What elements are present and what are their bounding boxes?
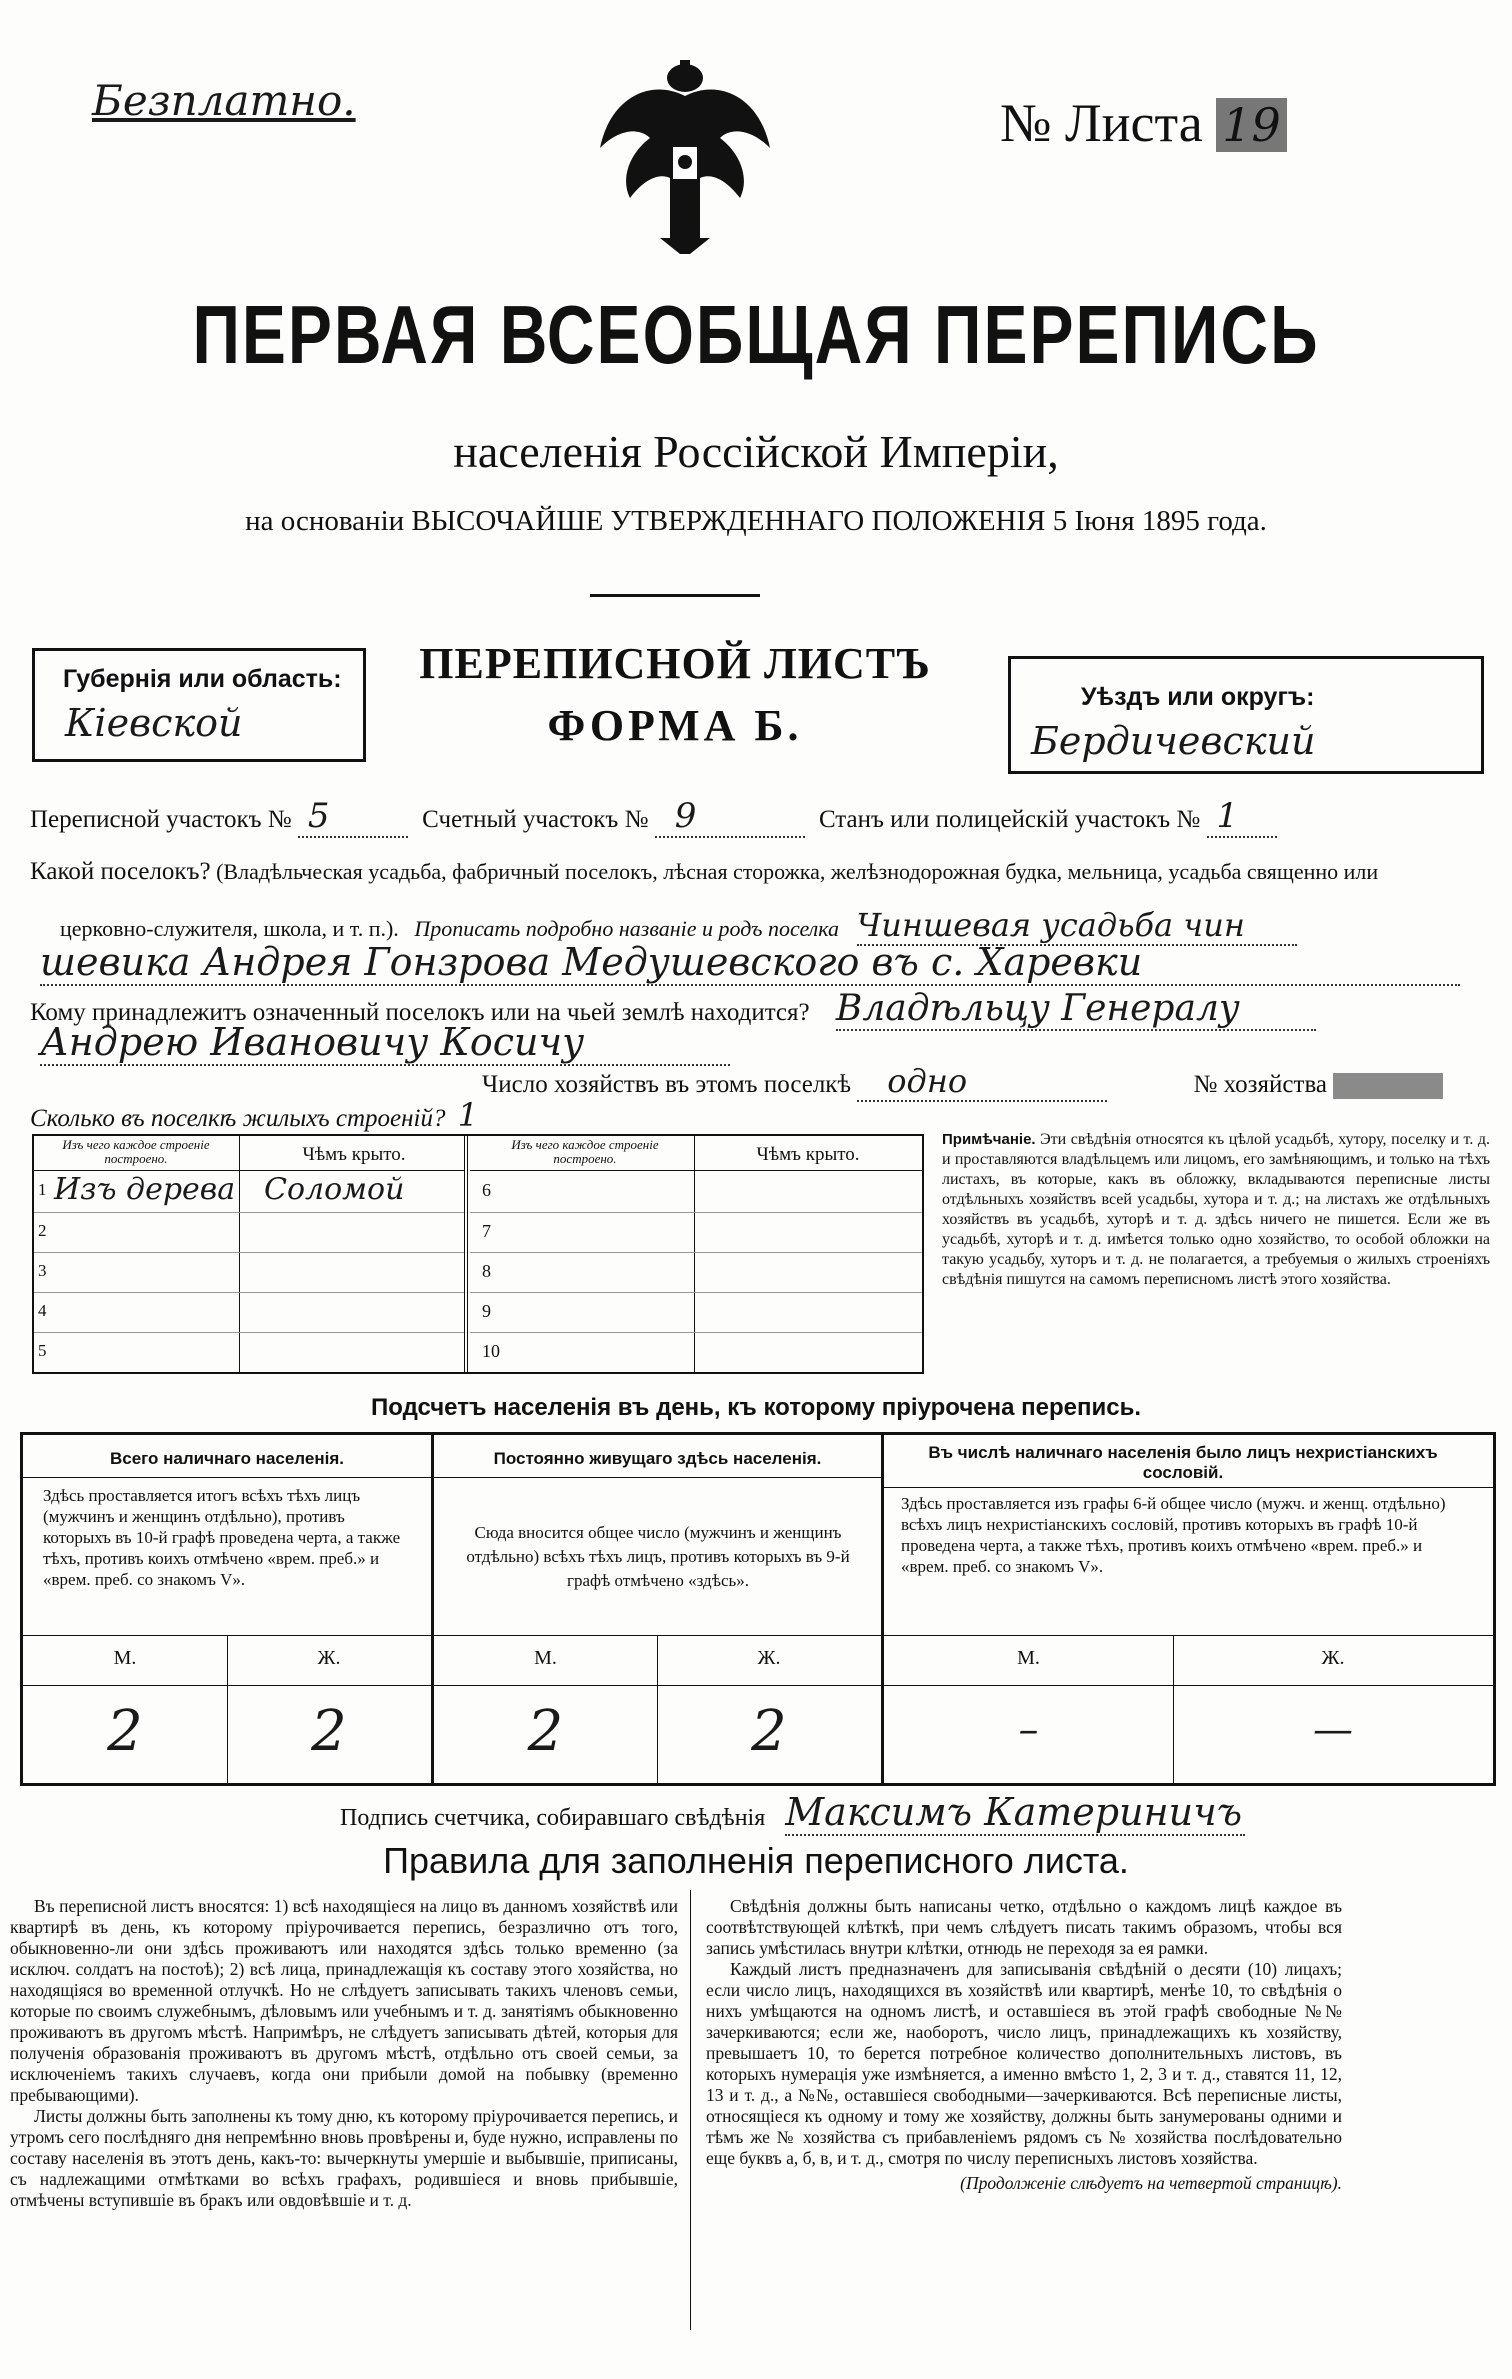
building-row [470,1332,922,1373]
rules-divider [690,1890,691,2330]
settlement-hint-2: церковно-служителя, школа, и т. п.). [60,916,399,941]
building-row-number: 2 [38,1221,47,1240]
col-material-left: Изъ чего каждое строеніе построено. [62,1137,210,1166]
owner-label: Кому принадлежитъ означенный поселокъ или на чьей землѣ находится? [30,999,810,1026]
col3-title: Въ числѣ наличнаго населенія было лицъ нехристіанскихъ сословій. [928,1443,1438,1482]
building-row-number: 1 [38,1180,47,1199]
gubernia-label: Губернія или область: [63,665,342,693]
building-row [470,1172,922,1212]
building-row [34,1252,464,1293]
count-value-male-resident: 2 [527,1699,564,1764]
building-row [470,1212,922,1253]
census-area-row [30,796,1490,838]
count-value-female-resident: 2 [751,1699,787,1764]
buildings-label: Сколько въ поселкѣ жилыхъ строеній? [30,1105,446,1132]
rules-left-column [10,1896,678,2211]
building-row-number: 4 [38,1301,47,1320]
col2-title: Постоянно живущаго здѣсь населенія. [493,1449,822,1468]
building-row [470,1252,922,1293]
households-label: Число хозяйствъ въ этомъ поселкѣ [482,1071,852,1098]
col-material-right: Изъ чего каждое строеніе построено. [511,1137,659,1166]
uezd-box [1008,656,1484,774]
document-title: ПЕРВАЯ ВСЕОБЩАЯ ПЕРЕПИСЬ [192,287,1320,381]
building-row-number: 7 [482,1221,491,1241]
legal-basis: на основаніи ВЫСОЧАЙШЕ УТВЕРЖДЕННАГО ПОЛОЖЕНІЯ 5 Іюня 1895 года. [245,505,1267,537]
sheet-number-label: № Листа 19 [1000,92,1287,154]
building-material: Изъ дерева [54,1172,236,1207]
m-header-3: М. [1017,1647,1040,1669]
count-area-value: 9 [655,796,805,838]
buildings-table [32,1134,924,1374]
households-value: одно [857,1062,1107,1102]
count-value-female-present: 2 [311,1699,347,1764]
rules-left-p2: Листы должны быть заполнены къ тому дню, къ которому пріурочивается перепись, и утромъ сего послѣдняго дня непремѣнно вновь провѣрены и, буде нужно, исправлены по составу населенія въ этотъ день, какъ-то: вычеркнуты умершіе и выбывшіе, приписаны, съ надлежащими отмѣтками во всѣхъ графахъ, родившіеся и вновь прибывшіе, отмѣчены вступившіе въ бракъ или овдовѣвшіе и т. д. [10,2106,678,2210]
settlement-hint: (Владѣльческая усадьба, фабричный поселокъ, лѣсная сторожка, желѣзнодорожная будка, мельница, усадьба священно или [216,859,1379,884]
building-row-number: 9 [482,1301,491,1321]
form-title: ПЕРЕПИСНОЙ ЛИСТЪ [419,639,931,688]
building-roof: Соломой [264,1172,405,1207]
buildings-row [30,1096,730,1136]
count-area-label: Счетный участокъ № [422,806,649,833]
census-area-label: Переписной участокъ № [30,806,292,833]
building-row [34,1292,464,1333]
building-row-number: 5 [38,1341,47,1360]
stan-label: Станъ или полицейскій участокъ № [818,806,1201,833]
gubernia-value: Кіевской [65,701,243,745]
count-table [20,1432,1496,1786]
settlement-row [30,858,1490,886]
signature-label: Подпись счетчика, собиравшаго свѣдѣнія [340,1805,766,1831]
signature-row [340,1790,1490,1836]
col-roof-left: Чѣмъ крыто. [302,1144,406,1165]
zh-header-2: Ж. [757,1647,781,1669]
building-row-number: 6 [482,1180,491,1200]
building-row [470,1292,922,1333]
owner-value-2: Андрею Ивановичу Косичу [40,1020,730,1066]
free-stamp: Безплатно. [92,76,356,125]
building-row [34,1172,464,1212]
settlement-value-2: шевика Андрея Гонзрова Медушевского въ с. Харевки [40,940,1460,986]
building-row-number: 3 [38,1261,47,1280]
count-value-male-present: 2 [107,1699,143,1764]
col3-text: Здѣсь проставляется изъ графы 6-й общее число (мужч. и женщ. отдѣльно) всѣхъ лицъ нехристіанскихъ сословій, противъ которыхъ въ графѣ 10-й проведена черта, а также тѣхъ, противъ коихъ отмѣчено «врем. преб.» и «врем. преб. со знакомъ V». [901,1494,1446,1576]
household-number-redacted [1333,1073,1443,1099]
building-row-number: 8 [482,1261,491,1281]
col2-text: Сюда вносится общее число (мужчинъ и женщинъ отдѣльно) всѣхъ тѣхъ лицъ, противъ которыхъ въ 9-й графѣ отмѣчено «здѣсь». [466,1523,850,1590]
rules-title: Правила для заполненія переписного листа. [383,1840,1129,1881]
building-row-number: 10 [482,1341,500,1361]
signature-value: Максимъ Катериничъ [785,1790,1245,1836]
col1-text: Здѣсь проставляется итогъ всѣхъ тѣхъ лицъ (мужчинъ и женщинъ отдѣльно), противъ которыхъ въ 10-й графѣ проведена черта, а также тѣхъ, противъ коихъ отмѣчено «врем. преб.» и «врем. преб. со знакомъ V». [43,1486,401,1589]
gubernia-box [32,648,366,762]
document-subtitle: населенія Россійской Имперіи, [453,426,1059,477]
settlement-label: Какой поселокъ? [30,858,211,885]
imperial-eagle-icon [590,58,780,258]
sheet-number-value: 19 [1216,98,1287,152]
zh-header-1: Ж. [317,1647,341,1669]
col1-title: Всего наличнаго населенія. [110,1449,344,1468]
count-value-female-nonchristian: — [1313,1707,1353,1753]
note-label: Примѣчаніе. [942,1131,1036,1148]
buildings-note [942,1130,1490,1290]
settlement-value-1: Чиншевая усадьба чин [857,906,1297,946]
rules-right-p2: Каждый листъ предназначенъ для записыванія свѣдѣній о десяти (10) лицахъ; если число лицъ, находящихся въ хозяйствѣ или квартирѣ, менѣе 10, то свѣдѣнія о нихъ умѣщаются на одномъ листѣ, и оставшіеся въ этой графѣ свободные №№ зачеркиваются; если же, наоборотъ, число лицъ, принадлежащихъ къ хозяйству, превышаетъ 10, то берется потребное количество дополнительныхъ листовъ, въ которыхъ нумерація уже измѣняется, а именно вмѣсто 1, 2, 3 и т. д., ставятся 11, 12, 13 и т. д., а №№, оставшіеся свободными—зачеркиваются. Всѣ переписные листы, относящіеся къ одному и тому же хозяйству, должны быть занумерованы одними и тѣмъ же № хозяйства съ прибавленіемъ рядомъ съ № хозяйства послѣдовательно еще буквъ а, б, в, и т. д., смотря по числу переписныхъ листовъ хозяйства. [706,1959,1342,2168]
uezd-value: Бердичевский [1031,719,1316,763]
settlement-instruction: Прописать подробно названіе и родъ поселка [414,916,840,941]
household-number-label: № хозяйства [1193,1071,1328,1098]
owner-value-1: Владѣльцу Генералу [836,988,1316,1031]
rules-right-p1: Свѣдѣнія должны быть написаны четко, отдѣльно о каждомъ лицѣ каждое въ соотвѣтствующей клѣткѣ, при чемъ слѣдуетъ писать такимъ образомъ, чтобы вся запись умѣстилась внутри клѣтки, отнюдь не переходя за ея рамки. [706,1896,1342,1958]
rules-left-p1: Въ переписной листъ вносятся: 1) всѣ находящіеся на лицо въ данномъ хозяйствѣ или квартирѣ въ день, къ которому пріурочивается перепись, безразлично отъ того, обыкновенно-ли они здѣсь проживаютъ или находятся здѣсь только временно (за исключ. солдатъ на постоѣ); 2) всѣ лица, принадлежащія къ составу этого хозяйства, но находящіяся во временной отлучкѣ. Но не слѣдуетъ записывать такихъ членовъ семьи, которые по своимъ служебнымъ, дѣловымъ или учебнымъ и т. д. занятіямъ обыкновенно проживаютъ въ другомъ мѣстѣ. Напримѣръ, не слѣдуетъ записывать дѣтей, которыя для полученія образованія проживаютъ въ другомъ мѣстѣ, отдѣльно отъ своей семьи, за исключеніемъ такихъ случаевъ, когда они прибыли домой на побывку (временно пребывающими). [10,1896,678,2105]
stan-value: 1 [1207,796,1277,838]
buildings-value: 1 [452,1096,578,1136]
building-row [34,1212,464,1253]
count-heading: Подсчетъ населенія въ день, къ которому пріурочена перепись. [371,1394,1141,1421]
note-text: Эти свѣдѣнія относятся къ цѣлой усадьбѣ, хутору, поселку и т. д. и проставляются владѣльцемъ или лицомъ, его замѣняющимъ, и только на тѣхъ листахъ, въ которые, какъ въ обложку, вкладываются переписные листы отдѣльныхъ хозяйствъ всей усадьбы, хутора и т. д.; на листахъ же отдѣльныхъ хозяйствъ въ усадьбѣ, хуторѣ и т. д. здѣсь ничего не пишется. Если же въ усадьбѣ, хуторѣ и т. д. имѣется только одно хозяйство, то особой обложки на такую усадьбу, хуторъ и т. д. не полагается, а требуемыя о жилыхъ строеніяхъ свѣдѣнія пишутся на самомъ переписномъ листѣ этого хозяйства. [942,1131,1490,1288]
divider [590,594,760,597]
m-header-1: М. [113,1647,137,1669]
zh-header-3: Ж. [1321,1647,1345,1669]
rules-right-column [706,1896,1342,2194]
rules-continued: (Продолженіе слѣдуетъ на четвертой страницѣ). [960,2173,1342,2193]
count-value-male-nonchristian: – [1018,1707,1039,1753]
census-area-value: 5 [298,796,408,838]
uezd-label: Уѣздъ или округъ: [1081,683,1315,711]
col-roof-right: Чѣмъ крыто. [756,1144,860,1165]
building-row [34,1332,464,1373]
m-header-2: М. [534,1647,557,1669]
form-subtitle: ФОРМА Б. [547,701,803,750]
